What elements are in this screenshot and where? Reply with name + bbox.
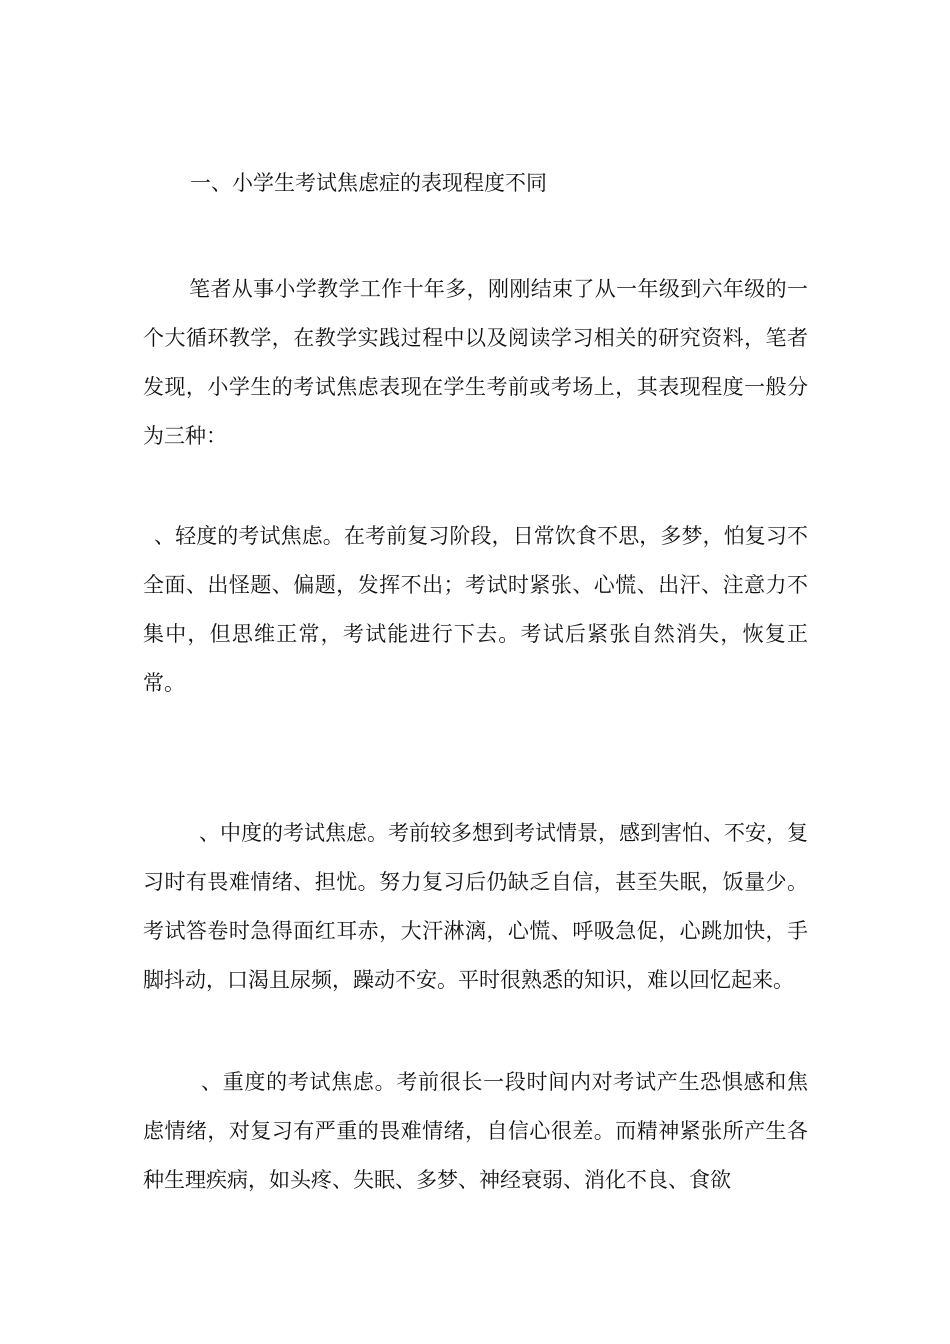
section-heading: 一、小学生考试焦虑症的表现程度不同 — [190, 171, 547, 195]
paragraph-severe-anxiety: 、重度的考试焦虑。考前很长一段时间内对考试产生恐惧感和焦虑情绪，对复习有严重的畏难情绪，自信心很差。而精神紧张所产生各种生理疾病，如头疼、失眠、多梦、神经衰弱、消化不良、食欲 — [143, 1070, 808, 1192]
paragraph-mild-anxiety: 、轻度的考试焦虑。在考前复习阶段，日常饮食不思，多梦，怕复习不全面、出怪题、偏题，发挥不出；考试时紧张、心慌、出汗、注意力不集中，但思维正常，考试能进行下去。考试后紧张自然消失，恢复正常。 — [143, 524, 808, 695]
paragraph-moderate-anxiety: 、中度的考试焦虑。考前较多想到考试情景，感到害怕、不安，复习时有畏难情绪、担忧。努力复习后仍缺乏自信，甚至失眠，饭量少。考试答卷时急得面红耳赤，大汗淋漓，心慌、呼吸急促，心跳加快，手脚抖动，口渴且尿频，躁动不安。平时很熟悉的知识，难以回忆起来。 — [143, 821, 808, 992]
paragraph-intro: 笔者从事小学教学工作十年多，刚刚结束了从一年级到六年级的一个大循环教学，在教学实践过程中以及阅读学习相关的研究资料，笔者发现，小学生的考试焦虑表现在学生考前或考场上，其表现程度一般分为三种： — [143, 277, 808, 448]
